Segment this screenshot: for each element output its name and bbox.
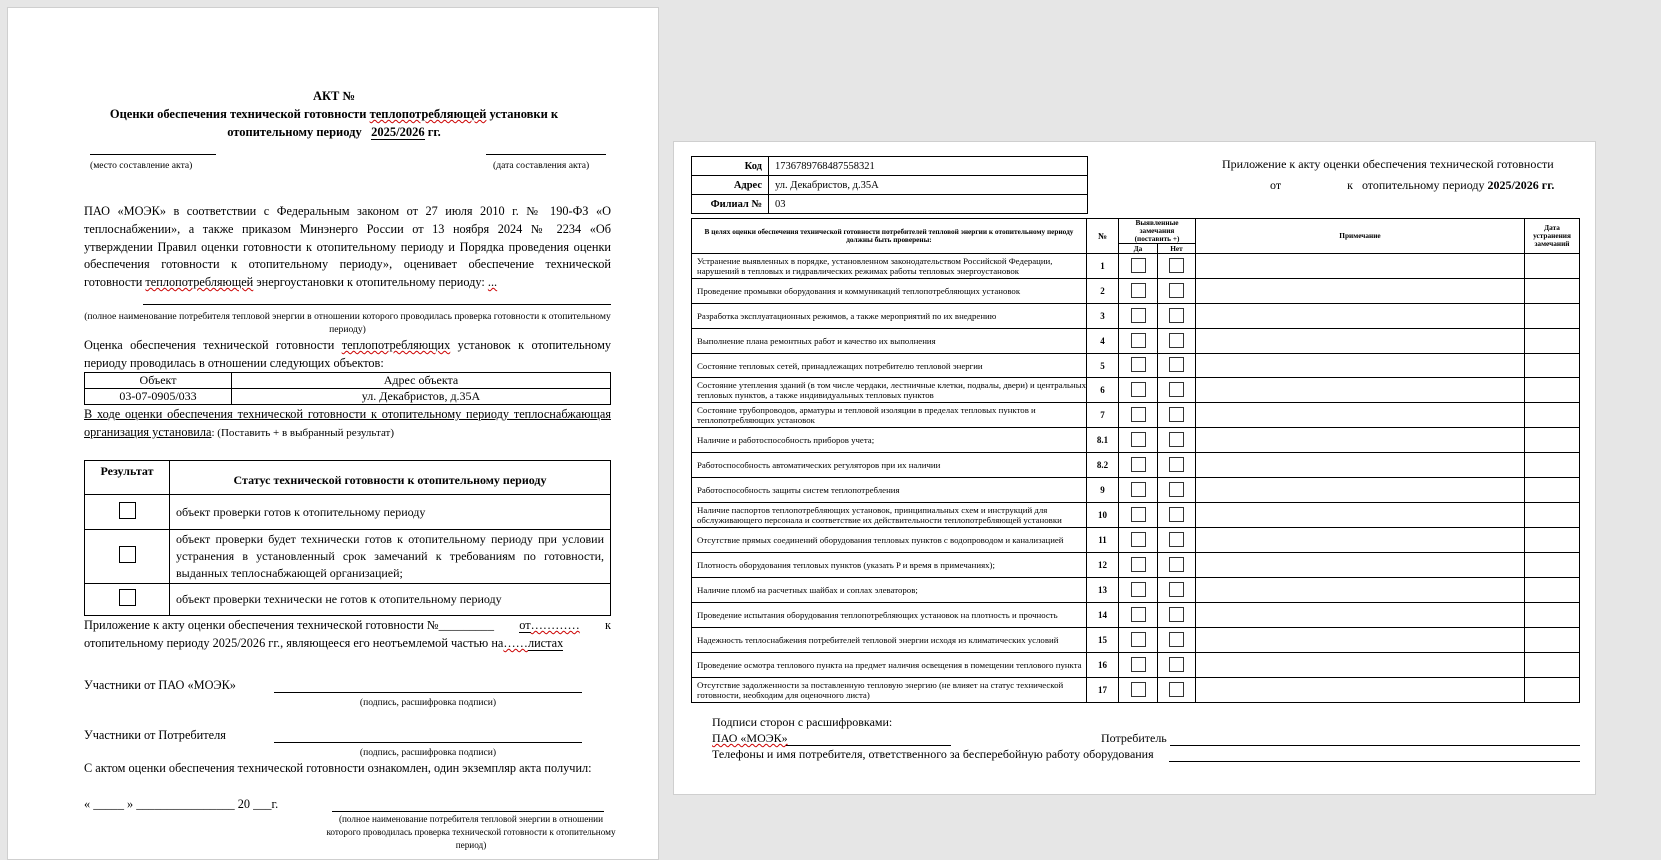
checklist-date-cell[interactable] bbox=[1525, 254, 1580, 279]
participants-moek-label: Участники от ПАО «МОЭК» bbox=[84, 678, 236, 692]
appendix-paragraph bbox=[84, 617, 611, 653]
col-desc-header: В целях оценки обеспечения технической готовности потребителей тепловой энергии к отопительному периоду должны быть проверены: bbox=[692, 219, 1087, 254]
checklist-yes-checkbox[interactable] bbox=[1131, 258, 1146, 273]
checklist-date-cell[interactable] bbox=[1525, 503, 1580, 528]
act-title-line2 bbox=[8, 105, 660, 123]
checklist-yes-checkbox[interactable] bbox=[1131, 682, 1146, 697]
checklist-item-desc: Наличие паспортов теплопотребляющих установок, принципиальных схем и инструкций для обслуживающего персонала и соответствие их действительности теплопотребляющей установки bbox=[692, 503, 1087, 528]
checklist-no-checkbox[interactable] bbox=[1169, 482, 1184, 497]
objects-text: теплопотребляющих bbox=[341, 338, 451, 352]
checklist-yes-cell bbox=[1119, 378, 1158, 403]
checklist-no-cell bbox=[1158, 279, 1196, 304]
checklist-row bbox=[692, 528, 1580, 553]
checklist-no-cell bbox=[1158, 678, 1196, 703]
checklist-date-cell[interactable] bbox=[1525, 304, 1580, 329]
header-period: отопительному периоду bbox=[1361, 178, 1485, 192]
checklist-yes-checkbox[interactable] bbox=[1131, 333, 1146, 348]
checklist-note-cell[interactable] bbox=[1196, 678, 1525, 703]
checklist-note-cell[interactable] bbox=[1196, 378, 1525, 403]
col-yes-header: Да bbox=[1119, 244, 1158, 254]
checklist-item-num: 7 bbox=[1087, 403, 1119, 428]
checklist-item-desc: Отсутствие прямых соединений оборудования тепловых пунктов с водопроводом и канализацией bbox=[692, 528, 1087, 553]
date-line[interactable] bbox=[486, 154, 606, 155]
checklist-row bbox=[692, 603, 1580, 628]
checklist-item-desc: Проведение испытания оборудования теплопотребляющих установок на плотность и прочность bbox=[692, 603, 1087, 628]
checklist-item-num: 9 bbox=[1087, 478, 1119, 503]
appendix-text bbox=[84, 617, 494, 635]
header-years: 2025/2026 гг. bbox=[1487, 178, 1555, 192]
acquainted-paragraph: С актом оценки обеспечения технической готовности ознакомлен, один экземпляр акта получил: bbox=[84, 761, 592, 775]
result-cell bbox=[85, 530, 170, 584]
checklist-no-checkbox[interactable] bbox=[1169, 557, 1184, 572]
checklist-date-cell[interactable] bbox=[1525, 578, 1580, 603]
appendix-header-line1: Приложение к акту оценки обеспечения технической готовности bbox=[1222, 157, 1554, 171]
checklist-date-cell[interactable] bbox=[1525, 354, 1580, 378]
info-key: Филиал № bbox=[692, 195, 769, 214]
checklist-yes-cell bbox=[1119, 603, 1158, 628]
col-address-header: Адрес объекта bbox=[232, 373, 611, 389]
checklist-no-checkbox[interactable] bbox=[1169, 382, 1184, 397]
checklist-note-cell[interactable] bbox=[1196, 503, 1525, 528]
checklist-item-desc: Проведение осмотра теплового пункта на предмет наличия освещения в помещении теплового пункта bbox=[692, 653, 1087, 678]
checklist-yes-checkbox[interactable] bbox=[1131, 407, 1146, 422]
checklist-yes-checkbox[interactable] bbox=[1131, 432, 1146, 447]
checklist-no-checkbox[interactable] bbox=[1169, 333, 1184, 348]
checklist-date-cell[interactable] bbox=[1525, 553, 1580, 578]
checklist-item-desc: Плотность оборудования тепловых пунктов (указать P и время в примечаниях); bbox=[692, 553, 1087, 578]
checklist-yes-checkbox[interactable] bbox=[1131, 532, 1146, 547]
checklist-note-cell[interactable] bbox=[1196, 628, 1525, 653]
act-page bbox=[7, 7, 659, 860]
checklist-no-checkbox[interactable] bbox=[1169, 632, 1184, 647]
result-row bbox=[85, 530, 611, 584]
phones-label: Телефоны и имя потребителя, ответственного за бесперебойную работу оборудования bbox=[712, 747, 1154, 761]
col-object-header: Объект bbox=[85, 373, 232, 389]
checklist-no-checkbox[interactable] bbox=[1169, 657, 1184, 672]
checklist-yes-checkbox[interactable] bbox=[1131, 457, 1146, 472]
checklist-no-checkbox[interactable] bbox=[1169, 407, 1184, 422]
checklist-date-cell[interactable] bbox=[1525, 628, 1580, 653]
phones-line[interactable] bbox=[1169, 761, 1580, 762]
checklist-item-num: 6 bbox=[1087, 378, 1119, 403]
checklist-note-cell[interactable] bbox=[1196, 354, 1525, 378]
checklist-date-cell[interactable] bbox=[1525, 329, 1580, 354]
checklist-yes-cell bbox=[1119, 329, 1158, 354]
appendix-from bbox=[519, 617, 580, 635]
checklist-yes-checkbox[interactable] bbox=[1131, 632, 1146, 647]
title-part: отопительному периоду bbox=[227, 125, 372, 139]
checklist-yes-cell bbox=[1119, 428, 1158, 453]
appendix-header-line2 bbox=[1270, 178, 1554, 193]
checklist-row bbox=[692, 378, 1580, 403]
checklist-item-num: 2 bbox=[1087, 279, 1119, 304]
checklist-table bbox=[691, 218, 1580, 703]
result-cell bbox=[85, 495, 170, 530]
checklist-row bbox=[692, 279, 1580, 304]
result-checkbox[interactable] bbox=[119, 589, 136, 606]
checklist-no-cell bbox=[1158, 628, 1196, 653]
checklist-no-cell bbox=[1158, 354, 1196, 378]
consumer-line[interactable] bbox=[143, 304, 611, 305]
info-value: ул. Декабристов, д.35А bbox=[769, 176, 1088, 195]
sig-moek-label bbox=[712, 731, 788, 746]
checklist-item-num: 5 bbox=[1087, 354, 1119, 378]
appendix-number-blank[interactable]: _________ bbox=[438, 618, 494, 632]
checklist-yes-checkbox[interactable] bbox=[1131, 357, 1146, 372]
place-line[interactable] bbox=[90, 154, 216, 155]
checklist-item-desc: Работоспособность защиты систем теплопотребления bbox=[692, 478, 1087, 503]
finding-paragraph bbox=[84, 406, 611, 443]
result-row bbox=[85, 495, 611, 530]
checklist-yes-checkbox[interactable] bbox=[1131, 308, 1146, 323]
intro-text: энергоустановки к отопительному периоду: bbox=[253, 275, 488, 290]
sig-consumer-line[interactable] bbox=[1170, 745, 1580, 746]
appendix-sheets-label: листах bbox=[527, 635, 564, 650]
object-address: ул. Декабристов, д.35А bbox=[232, 389, 611, 405]
checklist-note-cell[interactable] bbox=[1196, 478, 1525, 503]
checklist-yes-cell bbox=[1119, 453, 1158, 478]
info-key: Адрес bbox=[692, 176, 769, 195]
intro-text: ПАО «МОЭК» в соответствии с Федеральным законом от 27 июля 2010 г. № 190-ФЗ «О теплоснабжении», а также приказом Минэнерго России от 13 ноября 2024 № 2234 «Об утверждении Правил оценки готовности к отопительному периоду и Порядка проведения оценки обеспечения готовности к отопительному периоду», оценивает обеспечение технической готовности bbox=[84, 204, 611, 290]
checklist-note-cell[interactable] bbox=[1196, 553, 1525, 578]
act-title-line3 bbox=[8, 123, 660, 141]
checklist-no-cell bbox=[1158, 578, 1196, 603]
title-years: 2025/2026 bbox=[371, 125, 425, 139]
checklist-item-desc: Состояние тепловых сетей, принадлежащих потребителю тепловой энергии bbox=[692, 354, 1087, 378]
appendix-text-a: Приложение к акту оценки обеспечения технической готовности № bbox=[84, 618, 439, 632]
date-caption: (дата составления акта) bbox=[493, 160, 590, 171]
checklist-yes-checkbox[interactable] bbox=[1131, 507, 1146, 522]
checklist-note-cell[interactable] bbox=[1196, 603, 1525, 628]
checklist-item-desc: Наличие пломб на расчетных шайбах и соплах элеваторов; bbox=[692, 578, 1087, 603]
intro-paragraph bbox=[84, 203, 611, 292]
checklist-yes-cell bbox=[1119, 304, 1158, 329]
checklist-row bbox=[692, 578, 1580, 603]
checklist-item-num: 3 bbox=[1087, 304, 1119, 329]
checklist-no-cell bbox=[1158, 528, 1196, 553]
checklist-item-num: 8.1 bbox=[1087, 428, 1119, 453]
checklist-header-row bbox=[692, 219, 1580, 244]
col-no-header: Нет bbox=[1158, 244, 1196, 254]
signature-caption: (подпись, расшифровка подписи) bbox=[359, 747, 497, 758]
checklist-no-checkbox[interactable] bbox=[1169, 308, 1184, 323]
title-part: теплопотребляющей bbox=[369, 107, 487, 121]
col-remarks-header: Выявленные замечания (поставить +) bbox=[1119, 219, 1196, 244]
objects-text: Оценка обеспечения технической готовности bbox=[84, 338, 342, 352]
checklist-note-cell[interactable] bbox=[1196, 578, 1525, 603]
checklist-no-checkbox[interactable] bbox=[1169, 682, 1184, 697]
appendix-from-label: от bbox=[519, 618, 531, 632]
checklist-yes-checkbox[interactable] bbox=[1131, 557, 1146, 572]
participants-consumer-label: Участники от Потребителя bbox=[84, 728, 226, 742]
appendix-text-b: отопительному периоду 2025/2026 гг., являющееся его неотъемлемой частью на bbox=[84, 635, 504, 650]
checklist-item-desc: Состояние трубопроводов, арматуры и тепловой изоляции в пределах тепловых пунктов и теплопотребляющих установок bbox=[692, 403, 1087, 428]
checklist-date-cell[interactable] bbox=[1525, 603, 1580, 628]
checklist-no-checkbox[interactable] bbox=[1169, 607, 1184, 622]
checklist-note-cell[interactable] bbox=[1196, 528, 1525, 553]
checklist-date-cell[interactable] bbox=[1525, 678, 1580, 703]
objects-header-row bbox=[85, 373, 611, 389]
checklist-row bbox=[692, 678, 1580, 703]
header-to: к bbox=[1347, 178, 1353, 192]
checklist-item-num: 14 bbox=[1087, 603, 1119, 628]
checklist-no-checkbox[interactable] bbox=[1169, 258, 1184, 273]
col-status-header: Статус технической готовности к отопительному периоду bbox=[170, 461, 611, 495]
checklist-no-cell bbox=[1158, 603, 1196, 628]
checklist-date-cell[interactable] bbox=[1525, 478, 1580, 503]
checklist-note-cell[interactable] bbox=[1196, 329, 1525, 354]
checklist-yes-checkbox[interactable] bbox=[1131, 382, 1146, 397]
checklist-item-desc: Работоспособность автоматических регуляторов при их наличии bbox=[692, 453, 1087, 478]
checklist-row bbox=[692, 428, 1580, 453]
checklist-no-cell bbox=[1158, 478, 1196, 503]
checklist-no-cell bbox=[1158, 254, 1196, 279]
checklist-item-desc: Проведение промывки оборудования и коммуникаций теплопотребляющих установок bbox=[692, 279, 1087, 304]
participants-consumer-line[interactable] bbox=[274, 742, 582, 743]
finding-text: В ходе оценки обеспечения технической готовности к отопительному периоду теплоснабжающая организация установила bbox=[84, 407, 611, 439]
checklist-no-cell bbox=[1158, 403, 1196, 428]
object-code: 03-07-0905/033 bbox=[85, 389, 232, 405]
checklist-row bbox=[692, 628, 1580, 653]
checklist-date-cell[interactable] bbox=[1525, 528, 1580, 553]
act-title bbox=[8, 88, 660, 141]
info-row bbox=[692, 176, 1088, 195]
header-from: от bbox=[1270, 178, 1282, 192]
result-checkbox[interactable] bbox=[119, 546, 136, 563]
checklist-no-checkbox[interactable] bbox=[1169, 283, 1184, 298]
checklist-yes-cell bbox=[1119, 403, 1158, 428]
appendix-page bbox=[673, 141, 1596, 795]
checklist-row bbox=[692, 503, 1580, 528]
col-result-header: Результат bbox=[85, 461, 170, 495]
objects-row bbox=[85, 389, 611, 405]
checklist-yes-checkbox[interactable] bbox=[1131, 607, 1146, 622]
checklist-yes-cell bbox=[1119, 578, 1158, 603]
checklist-date-cell[interactable] bbox=[1525, 428, 1580, 453]
checklist-item-num: 4 bbox=[1087, 329, 1119, 354]
checklist-yes-cell bbox=[1119, 503, 1158, 528]
checklist-note-cell[interactable] bbox=[1196, 279, 1525, 304]
checklist-yes-cell bbox=[1119, 678, 1158, 703]
checklist-no-cell bbox=[1158, 553, 1196, 578]
checklist-row bbox=[692, 329, 1580, 354]
checklist-item-desc: Наличие и работоспособность приборов учета; bbox=[692, 428, 1087, 453]
checklist-item-num: 1 bbox=[1087, 254, 1119, 279]
checklist-yes-checkbox[interactable] bbox=[1131, 657, 1146, 672]
result-checkbox[interactable] bbox=[119, 502, 136, 519]
title-part: установки к bbox=[486, 107, 559, 121]
result-cell bbox=[85, 584, 170, 616]
info-table bbox=[691, 156, 1088, 214]
checklist-no-cell bbox=[1158, 453, 1196, 478]
checklist-no-cell bbox=[1158, 428, 1196, 453]
sig-consumer-label: Потребитель bbox=[1101, 731, 1167, 745]
result-header-row bbox=[85, 461, 611, 495]
checklist-item-desc: Разработка эксплуатационных режимов, а также мероприятий по их внедрению bbox=[692, 304, 1087, 329]
result-status-text: объект проверки готов к отопительному периоду bbox=[170, 495, 611, 530]
date-blank-line[interactable]: « _____ » ________________ 20 ___г. bbox=[84, 797, 279, 811]
checklist-no-cell bbox=[1158, 503, 1196, 528]
checklist-date-cell[interactable] bbox=[1525, 378, 1580, 403]
checklist-yes-cell bbox=[1119, 628, 1158, 653]
info-value: 03 bbox=[769, 195, 1088, 214]
sig-moek-text: ПАО «МОЭК» bbox=[712, 731, 788, 745]
checklist-yes-cell bbox=[1119, 354, 1158, 378]
info-row bbox=[692, 157, 1088, 176]
checklist-note-cell[interactable] bbox=[1196, 403, 1525, 428]
checklist-no-cell bbox=[1158, 304, 1196, 329]
checklist-item-desc: Устранение выявленных в порядке, установленном законодательством Российской Федерации, нарушений в тепловых и гидравлических режимах работы тепловых энергоустановок bbox=[692, 254, 1087, 279]
checklist-item-desc: Состояние утепления зданий (в том числе чердаки, лестничные клетки, подвалы, двери) и центральных тепловых пунктов, а также индивидуальных тепловых пунктов bbox=[692, 378, 1087, 403]
checklist-row bbox=[692, 553, 1580, 578]
checklist-row bbox=[692, 403, 1580, 428]
appendix-line1 bbox=[84, 617, 611, 635]
checklist-item-num: 16 bbox=[1087, 653, 1119, 678]
checklist-yes-checkbox[interactable] bbox=[1131, 283, 1146, 298]
checklist-item-desc: Надежность теплоснабжения потребителей тепловой энергии исходя из климатических условий bbox=[692, 628, 1087, 653]
consumer-caption: (полное наименование потребителя тепловой энергии в отношении которого проводилась проверка технической готовности к отопительному период) bbox=[326, 814, 616, 850]
title-part: Оценки обеспечения технической готовности bbox=[109, 107, 370, 121]
col-note-header: Примечание bbox=[1196, 219, 1525, 254]
checklist-date-cell[interactable] bbox=[1525, 653, 1580, 678]
appendix-sheets-blank[interactable]: …… bbox=[503, 635, 528, 650]
intro-text: ... bbox=[487, 275, 498, 290]
signature-caption: (подпись, расшифровка подписи) bbox=[359, 697, 497, 708]
checklist-item-desc: Отсутствие задолженности за поставленную тепловую энергию (не влияет на статус технической готовности, необходим для оценочного листа) bbox=[692, 678, 1087, 703]
result-table bbox=[84, 460, 611, 616]
finding-hint: : (Поставить + в выбранный результат) bbox=[211, 426, 395, 439]
participants-moek-line[interactable] bbox=[274, 692, 582, 693]
info-row bbox=[692, 195, 1088, 214]
checklist-body bbox=[692, 254, 1580, 703]
checklist-note-cell[interactable] bbox=[1196, 254, 1525, 279]
checklist-row bbox=[692, 254, 1580, 279]
checklist-item-num: 13 bbox=[1087, 578, 1119, 603]
checklist-date-cell[interactable] bbox=[1525, 279, 1580, 304]
checklist-no-checkbox[interactable] bbox=[1169, 582, 1184, 597]
result-status-text: объект проверки будет технически готов к отопительному периоду при условии устранения в установленный срок замечаний к требованиям по готовности, выданных теплоснабжающей организацией; bbox=[170, 530, 611, 584]
checklist-no-cell bbox=[1158, 329, 1196, 354]
checklist-yes-cell bbox=[1119, 653, 1158, 678]
checklist-note-cell[interactable] bbox=[1196, 653, 1525, 678]
checklist-yes-checkbox[interactable] bbox=[1131, 582, 1146, 597]
checklist-row bbox=[692, 354, 1580, 378]
checklist-note-cell[interactable] bbox=[1196, 428, 1525, 453]
checklist-item-num: 11 bbox=[1087, 528, 1119, 553]
place-caption: (место составление акта) bbox=[90, 160, 193, 171]
checklist-item-num: 15 bbox=[1087, 628, 1119, 653]
info-key: Код bbox=[692, 157, 769, 176]
checklist-row bbox=[692, 453, 1580, 478]
checklist-note-cell[interactable] bbox=[1196, 453, 1525, 478]
checklist-no-checkbox[interactable] bbox=[1169, 357, 1184, 372]
checklist-yes-cell bbox=[1119, 528, 1158, 553]
consumer-name-line[interactable] bbox=[332, 811, 604, 812]
checklist-note-cell[interactable] bbox=[1196, 304, 1525, 329]
checklist-yes-cell bbox=[1119, 254, 1158, 279]
objects-paragraph bbox=[84, 337, 611, 373]
appendix-to: к bbox=[605, 618, 611, 632]
col-date-header: Дата устранения замечаний bbox=[1525, 219, 1580, 254]
intro-text: теплопотребляющей bbox=[145, 275, 254, 290]
checklist-yes-cell bbox=[1119, 478, 1158, 503]
appendix-line2 bbox=[84, 635, 611, 653]
checklist-row bbox=[692, 653, 1580, 678]
checklist-date-cell[interactable] bbox=[1525, 403, 1580, 428]
objects-text: установок к отопительному периоду проводилась в отношении следующих объектов: bbox=[84, 338, 611, 370]
objects-table bbox=[84, 372, 611, 405]
checklist-yes-checkbox[interactable] bbox=[1131, 482, 1146, 497]
info-value: 1736789768487558321 bbox=[769, 157, 1088, 176]
result-status-text: объект проверки технически не готов к отопительному периоду bbox=[170, 584, 611, 616]
checklist-no-cell bbox=[1158, 653, 1196, 678]
sig-moek-line[interactable] bbox=[786, 745, 951, 746]
checklist-no-checkbox[interactable] bbox=[1169, 457, 1184, 472]
title-part: гг. bbox=[424, 125, 441, 139]
checklist-no-checkbox[interactable] bbox=[1169, 432, 1184, 447]
checklist-item-num: 8.2 bbox=[1087, 453, 1119, 478]
checklist-yes-cell bbox=[1119, 553, 1158, 578]
checklist-no-checkbox[interactable] bbox=[1169, 507, 1184, 522]
checklist-no-checkbox[interactable] bbox=[1169, 532, 1184, 547]
checklist-yes-cell bbox=[1119, 279, 1158, 304]
checklist-item-num: 17 bbox=[1087, 678, 1119, 703]
checklist-row bbox=[692, 478, 1580, 503]
result-row bbox=[85, 584, 611, 616]
checklist-date-cell[interactable] bbox=[1525, 453, 1580, 478]
act-title-line1: АКТ № bbox=[312, 89, 356, 103]
checklist-item-desc: Выполнение плана ремонтных работ и качество их выполнения bbox=[692, 329, 1087, 354]
consumer-caption: (полное наименование потребителя тепловой энергии в отношении которого проводилась проверка готовности к отопительному периоду) bbox=[84, 311, 611, 335]
appendix-date-blank[interactable]: ………… bbox=[530, 618, 580, 632]
checklist-no-cell bbox=[1158, 378, 1196, 403]
col-num-header: № bbox=[1087, 219, 1119, 254]
checklist-item-num: 12 bbox=[1087, 553, 1119, 578]
signatures-title: Подписи сторон с расшифровками: bbox=[712, 715, 893, 729]
checklist-item-num: 10 bbox=[1087, 503, 1119, 528]
checklist-row bbox=[692, 304, 1580, 329]
